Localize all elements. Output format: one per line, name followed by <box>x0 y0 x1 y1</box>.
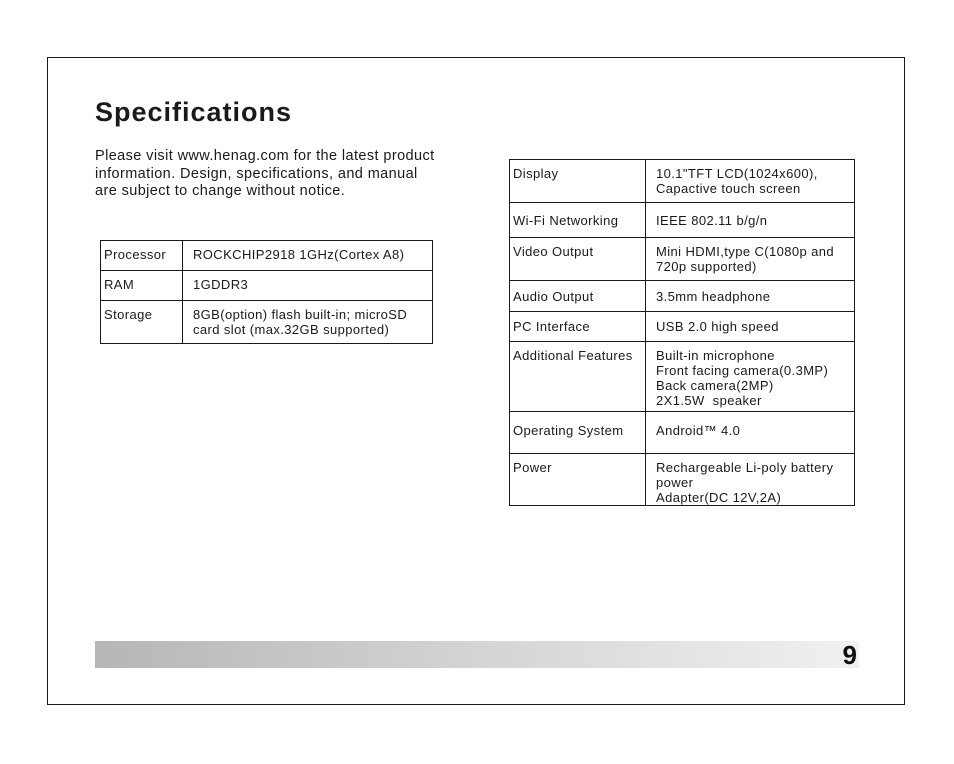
spec-value <box>183 241 433 271</box>
spec-row-display <box>510 160 855 203</box>
spec-value-line: Built-in microphone <box>656 348 775 363</box>
spec-row-storage <box>101 301 433 344</box>
spec-value-line: Capactive touch screen <box>656 181 801 196</box>
spec-row-operating-system <box>510 412 855 454</box>
spec-value-line: Android™ 4.0 <box>656 423 741 438</box>
spec-value-line: 1GDDR3 <box>193 277 249 292</box>
spec-row-pc-interface <box>510 312 855 342</box>
spec-value-line: card slot (max.32GB supported) <box>193 322 390 337</box>
page-number: 9 <box>842 640 857 670</box>
spec-label: Storage <box>101 301 183 344</box>
spec-label: Additional Features <box>510 342 646 412</box>
spec-value-line: Mini HDMI,type C(1080p and <box>656 244 835 259</box>
spec-value <box>646 412 855 454</box>
spec-value-line: 8GB(option) flash built-in; microSD <box>193 307 408 322</box>
spec-row-power <box>510 454 855 506</box>
spec-value <box>646 342 855 412</box>
spec-label: Video Output <box>510 238 646 281</box>
spec-label: Display <box>510 160 646 203</box>
spec-value-line: 3.5mm headphone <box>656 289 771 304</box>
spec-label: Processor <box>101 241 183 271</box>
spec-value-line: 10.1"TFT LCD(1024x600), <box>656 166 818 181</box>
spec-row-video-output <box>510 238 855 281</box>
footer-bar <box>95 641 859 668</box>
spec-value <box>646 238 855 281</box>
spec-table-right <box>509 159 855 506</box>
spec-value-line: 2X1.5W speaker <box>656 393 762 408</box>
spec-value-line: 720p supported) <box>656 259 757 274</box>
spec-value-line: Front facing camera(0.3MP) <box>656 363 829 378</box>
spec-row-ram <box>101 271 433 301</box>
page-title: Specifications <box>95 97 293 127</box>
spec-value-line: power <box>656 475 694 490</box>
spec-value <box>183 271 433 301</box>
spec-label: Operating System <box>510 412 646 454</box>
spec-row-audio-output <box>510 281 855 312</box>
spec-value-line: IEEE 802.11 b/g/n <box>656 213 768 228</box>
spec-label: Power <box>510 454 646 506</box>
spec-value-line: USB 2.0 high speed <box>656 319 779 334</box>
spec-value-line: Rechargeable Li-poly battery <box>656 460 834 475</box>
spec-table-left <box>100 240 433 344</box>
spec-value <box>183 301 433 344</box>
spec-value-line: ROCKCHIP2918 1GHz(Cortex A8) <box>193 247 405 262</box>
spec-value <box>646 160 855 203</box>
spec-value-line: Back camera(2MP) <box>656 378 774 393</box>
spec-row-processor <box>101 241 433 271</box>
spec-label: Audio Output <box>510 281 646 312</box>
spec-row-additional-features <box>510 342 855 412</box>
spec-value <box>646 203 855 238</box>
spec-row-wifi <box>510 203 855 238</box>
spec-label: RAM <box>101 271 183 301</box>
spec-value-line: Adapter(DC 12V,2A) <box>656 490 782 505</box>
intro-text: Please visit www.henag.com for the latest product information. Design, specifications, and manual are subject to change without notice. <box>95 148 435 199</box>
spec-label: PC Interface <box>510 312 646 342</box>
spec-value <box>646 281 855 312</box>
spec-value <box>646 312 855 342</box>
spec-value <box>646 454 855 506</box>
spec-label: Wi-Fi Networking <box>510 203 646 238</box>
